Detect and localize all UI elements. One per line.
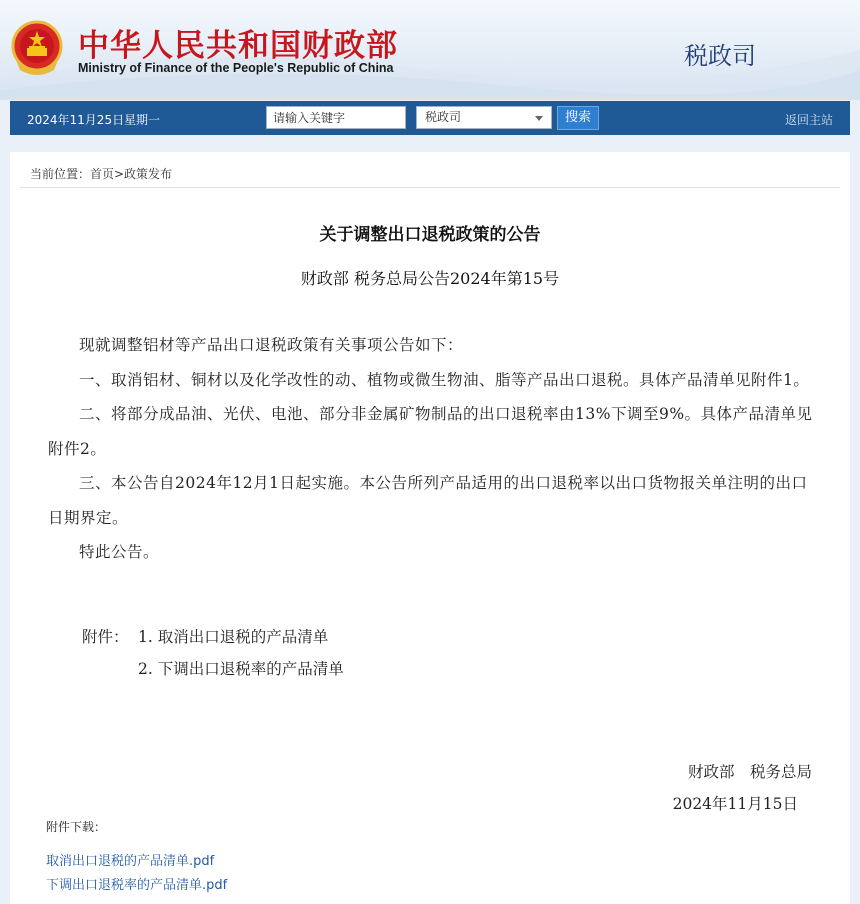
divider [20, 187, 840, 188]
download-link[interactable]: 取消出口退税的产品清单.pdf [46, 854, 215, 869]
department-select[interactable] [416, 106, 552, 129]
department-title: 税政司 [684, 42, 756, 70]
return-home-link[interactable]: 返回主站 [784, 113, 833, 127]
paragraph: 现就调整铝材等产品出口退税政策有关事项公告如下： [79, 336, 464, 354]
document-number: 财政部 税务总局公告2024年第15号 [300, 269, 560, 288]
attachment-item: 1. 取消出口退税的产品清单 [138, 628, 329, 646]
site-name-en: Ministry of Finance of the People's Republic of China [78, 61, 394, 75]
chevron-down-icon [535, 116, 543, 121]
paragraph: 一、取消铝材、铜材以及化学改性的动、植物或微生物油、脂等产品出口退税。具体产品清单见附件1。 [79, 370, 810, 389]
attachments-label: 附件： [82, 628, 129, 646]
search-input[interactable] [266, 106, 406, 129]
current-date: 2024年11月25日 [27, 113, 125, 127]
signature-block [673, 756, 812, 820]
paragraph: 特此公告。 [79, 543, 160, 561]
search-button[interactable]: 搜索 [557, 106, 599, 130]
download-link[interactable]: 下调出口退税率的产品清单.pdf [46, 878, 228, 893]
sign-date: 2024年11月15日 [672, 795, 798, 813]
department-select-value: 税政司 [425, 110, 462, 124]
breadcrumb: 当前位置：首页>政策发布 [30, 167, 173, 181]
paragraph: 三、本公告自2024年12月1日起实施。本公告所列产品适用的出口退税率以出口货物报关单注明的出口日期界定。 [48, 474, 808, 527]
site-header [0, 0, 860, 100]
article-container [10, 152, 850, 904]
article-body [48, 328, 814, 570]
paragraph: 二、将部分成品油、光伏、电池、部分非金属矿物制品的出口退税率由13%下调至9%。具体产品清单见附件2。 [48, 405, 813, 458]
site-name-cn: 中华人民共和国财政部 [78, 28, 398, 64]
attachments-list [82, 621, 344, 685]
signature: 财政部 税务总局 [687, 763, 812, 781]
current-weekday: 星期一 [124, 113, 161, 127]
download-label: 附件下载： [46, 820, 107, 834]
article-title: 关于调整出口退税政策的公告 [319, 225, 541, 245]
top-navbar [10, 101, 850, 135]
attachment-item: 2. 下调出口退税率的产品清单 [138, 660, 344, 678]
national-emblem-icon [10, 20, 64, 76]
